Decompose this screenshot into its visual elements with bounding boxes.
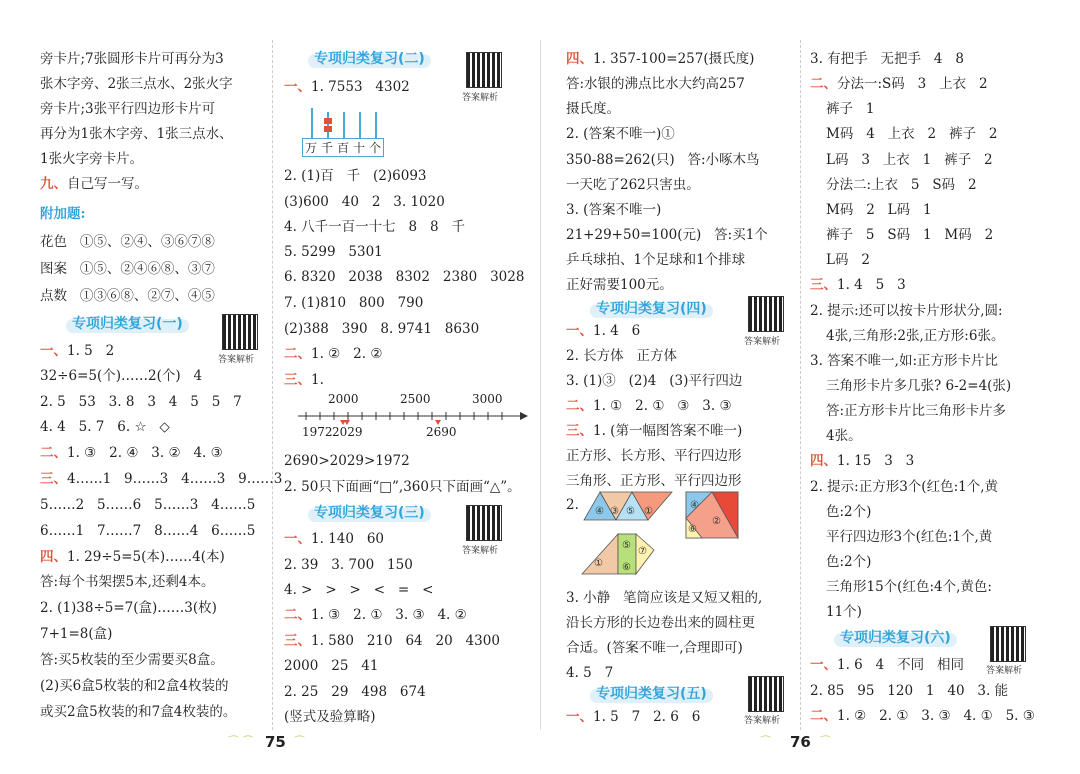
text-line: 4. 4 5. 7 6. ☆ ◇	[40, 419, 170, 435]
text-line: 二、1. ① 2. ① ③ 3. ③	[566, 398, 732, 414]
text-line: 四、1. 29÷5=5(本)……4(本)	[40, 549, 225, 565]
text-line: 3. (1)③ (2)4 (3)平行四边	[566, 373, 743, 389]
qr-code-icon	[748, 676, 784, 712]
text-line: 正好需要100元。	[566, 277, 673, 293]
text-line: 三、1. 580 210 64 20 4300	[284, 633, 500, 649]
place-label: 万	[304, 141, 317, 155]
section-marker: 三、	[284, 633, 311, 649]
column-divider	[272, 40, 273, 730]
text-line: 2. 5 53 3. 8 3 4 5 5 7	[40, 394, 242, 410]
text-line: 1张火字旁卡片。	[40, 151, 144, 167]
section-heading: 专项归类复习(五)	[596, 683, 707, 703]
text-line: 4. 5 7	[566, 665, 614, 681]
section-marker: 三、	[566, 423, 593, 439]
text-line: 一天吃了262只害虫。	[566, 177, 700, 193]
text-line: 三角形15个(红色:4个,黄色:	[826, 579, 992, 595]
text-line: 三、1. (第一幅图答案不唯一)	[566, 423, 743, 439]
text-line: 2.	[566, 497, 579, 513]
section-marker: 四、	[40, 549, 67, 565]
svg-text:⑥: ⑥	[622, 562, 631, 573]
svg-text:②: ②	[712, 516, 721, 527]
text-line: 32÷6=5(个)……2(个) 4	[40, 368, 203, 384]
text-line: 一、1. 5 7 2. 6 6	[566, 709, 701, 725]
text-line: 2690>2029>1972	[284, 453, 410, 469]
section-heading: 专项归类复习(四)	[596, 298, 707, 318]
section-marker: 一、	[284, 531, 311, 547]
text-line: 九、自己写一写。	[40, 176, 148, 192]
svg-text:④: ④	[690, 500, 699, 511]
text-line: 二、1. ③ 2. ① 3. ③ 4. ②	[284, 607, 467, 623]
text-line: 5. 5299 5301	[284, 244, 383, 260]
text-line: 点数 ①③⑥⑧、②⑦、④⑤	[40, 288, 215, 304]
text-line: 答:买5枚装的至少需要买8盒。	[40, 652, 224, 668]
text-line: 2. 39 3. 700 150	[284, 557, 413, 573]
abacus-figure	[302, 108, 390, 156]
text-line: 正方形、长方形、平行四边形	[566, 448, 742, 464]
text-line: 乒乓球拍、1个足球和1个排球	[566, 252, 746, 268]
section-heading: 专项归类复习(二)	[314, 48, 425, 68]
text-line: 5……2 5……6 5……3 4……5	[40, 497, 256, 513]
text-line: 四、1. 357-100=257(摄氏度)	[566, 51, 755, 67]
text-line: 色:2个)	[826, 504, 872, 520]
text-line: 图案 ①⑤、②④⑥⑧、③⑦	[40, 261, 215, 277]
text-line: 2. 提示:正方形3个(红色:1个,黄	[810, 479, 999, 495]
text-line: 旁卡片;3张平行四边形卡片可	[40, 101, 216, 117]
section-marker: 四、	[810, 453, 837, 469]
section-marker: 二、	[40, 445, 67, 461]
text-line: 2. (1)百 千 (2)6093	[284, 168, 427, 184]
text-line: 平行四边形3个(红色:1个,黄	[826, 529, 993, 545]
section-marker: 二、	[284, 607, 311, 623]
number-line-figure	[298, 392, 528, 442]
section-marker: 三、	[284, 372, 311, 388]
text-line: 2. 50只下面画“□”,360只下面画“△”。	[284, 479, 521, 495]
text-line: 沿长方形的长边卷出来的圆柱更	[566, 615, 755, 631]
text-line: (2)388 390 8. 9741 8630	[284, 321, 480, 337]
section-marker: 一、	[284, 79, 311, 95]
qr-label: 答案解析	[744, 716, 781, 726]
place-label: 千	[320, 141, 333, 155]
text-line: (3)600 40 2 3. 1020	[284, 194, 445, 210]
text-line: 6……1 7……7 8……4 6……5	[40, 523, 256, 539]
text-line: 二、1. ② 2. ① 3. ③ 4. ① 5. ③	[810, 708, 1035, 724]
text-line: 4. > > > < = <	[284, 582, 434, 598]
tick-label: 2690	[426, 425, 457, 439]
text-line: (竖式及验算略)	[284, 709, 376, 725]
tangram-figures	[580, 484, 798, 576]
text-line: 答:每个书架摆5本,还剩4本。	[40, 574, 215, 590]
section-marker: 二、	[810, 708, 837, 724]
section-marker: 九、	[40, 176, 67, 192]
page-number-left: 75	[265, 733, 286, 751]
text-line: 350-88=262(只) 答:小啄木鸟	[566, 152, 760, 168]
qr-label: 答案解析	[744, 337, 781, 347]
text-line: 2. 85 95 120 1 40 3. 能	[810, 683, 1009, 699]
qr-code-icon	[990, 626, 1026, 662]
text-line: 合适。(答案不唯一,合理即可)	[566, 640, 743, 656]
text-line: 或买2盒5枚装的和7盒4枚装的。	[40, 704, 237, 720]
text-line: 三、1.	[284, 372, 324, 388]
text-line: 四、1. 15 3 3	[810, 453, 915, 469]
column-divider	[800, 40, 801, 730]
tick-label: 2000	[328, 392, 359, 406]
svg-text:③: ③	[610, 506, 619, 517]
svg-text:⑤: ⑤	[622, 540, 631, 551]
page-number-right: 76	[790, 733, 811, 751]
section-marker: 二、	[284, 346, 311, 362]
text-line: 3. 小静 笔筒应该是又短又粗的,	[566, 590, 763, 606]
section-marker: 一、	[810, 657, 837, 673]
svg-text:⑤: ⑤	[626, 506, 635, 517]
text-line: 3. 答案不唯一,如:正方形卡片比	[810, 353, 999, 369]
text-line: 一、1. 7553 4302	[284, 79, 410, 95]
text-line: 4张。	[826, 428, 862, 444]
text-line: 张木字旁、2张三点水、2张火字	[40, 76, 233, 92]
text-line: 2. (1)38÷5=7(盒)……3(枚)	[40, 600, 217, 616]
text-line: 2. (答案不唯一)①	[566, 126, 675, 142]
text-line: 裤子 1	[826, 101, 875, 117]
text-line: 三、4……1 9……3 4……3 9……3	[40, 471, 283, 487]
text-line: 11个)	[826, 604, 862, 620]
qr-code-icon	[466, 52, 502, 88]
section-marker: 三、	[810, 277, 837, 293]
text-line: L码 3 上衣 1 裤子 2	[826, 152, 993, 168]
section-heading: 专项归类复习(一)	[72, 313, 183, 333]
leaf-ornament-icon: ⌒	[294, 735, 305, 748]
svg-text:①: ①	[644, 506, 653, 517]
text-line: 3. (答案不唯一)	[566, 202, 662, 218]
section-marker: 一、	[566, 709, 593, 725]
leaf-ornament-icon: ⌒	[760, 735, 771, 748]
extra-question-label: 附加题:	[40, 206, 86, 222]
tick-label: 2029	[332, 425, 363, 439]
tick-label: 2500	[400, 392, 431, 406]
section-heading: 专项归类复习(六)	[840, 627, 951, 647]
text-line: 旁卡片;7张圆形卡片可再分为3	[40, 51, 224, 67]
qr-label: 答案解析	[462, 546, 499, 556]
section-marker: 三、	[40, 471, 67, 487]
tick-label: 3000	[472, 392, 503, 406]
qr-label: 答案解析	[462, 93, 499, 103]
text-line: (2)买6盒5枚装的和2盒4枚装的	[40, 678, 229, 694]
text-line: 三角形、正方形、平行四边形	[566, 473, 742, 489]
text-line: 4. 八千一百一十七 8 8 千	[284, 219, 465, 235]
qr-label: 答案解析	[986, 666, 1023, 676]
qr-label: 答案解析	[218, 355, 255, 365]
section-heading: 专项归类复习(三)	[314, 502, 425, 522]
place-label: 个	[368, 141, 381, 155]
text-line: 一、1. 140 60	[284, 531, 384, 547]
qr-code-icon	[466, 505, 502, 541]
text-line: 2. 提示:还可以按卡片形状分,圆:	[810, 303, 1003, 319]
text-line: 再分为1张木字旁、1张三点水、	[40, 126, 233, 142]
text-line: 6. 8320 2038 8302 2380 3028	[284, 269, 525, 285]
text-line: 2. 长方体 正方体	[566, 348, 678, 364]
text-line: 三、1. 4 5 3	[810, 277, 906, 293]
text-line: 色:2个)	[826, 554, 872, 570]
text-line: M码 4 上衣 2 裤子 2	[826, 126, 998, 142]
svg-text:⑥: ⑥	[688, 524, 697, 535]
text-line: 二、1. ② 2. ②	[284, 346, 383, 362]
text-line: 答:水银的沸点比水大约高257	[566, 76, 745, 92]
leaf-ornament-icon: ⌒	[820, 735, 831, 748]
text-line: 摄氏度。	[566, 101, 620, 117]
text-line: 三角形卡片多几张? 6-2=4(张)	[826, 378, 1012, 394]
text-line: 2000 25 41	[284, 658, 379, 674]
text-line: 答:正方形卡片比三角形卡片多	[826, 403, 1007, 419]
qr-code-icon	[222, 314, 258, 350]
text-line: 7+1=8(盒)	[40, 626, 113, 642]
place-label: 十	[352, 141, 365, 155]
text-line: 3. 有把手 无把手 4 8	[810, 51, 964, 67]
text-line: 21+29+50=100(元) 答:买1个	[566, 227, 768, 243]
section-marker: 一、	[566, 323, 593, 339]
section-marker: 四、	[566, 51, 593, 67]
svg-text:④: ④	[595, 506, 604, 517]
text-line: 2. 25 29 498 674	[284, 684, 426, 700]
section-marker: 二、	[566, 398, 593, 414]
text-line: 裤子 5 S码 1 M码 2	[826, 227, 994, 243]
text-line: 一、1. 5 2	[40, 343, 115, 359]
text-line: M码 2 L码 1	[826, 202, 932, 218]
svg-text:①: ①	[594, 558, 603, 569]
text-line: 7. (1)810 800 790	[284, 295, 424, 311]
text-line: 二、1. ③ 2. ④ 3. ② 4. ③	[40, 445, 223, 461]
qr-code-icon	[748, 296, 784, 332]
text-line: 分法二:上衣 5 S码 2	[826, 177, 977, 193]
section-marker: 二、	[810, 76, 837, 92]
text-line: 一、1. 4 6	[566, 323, 641, 339]
page-gutter	[540, 40, 541, 730]
place-label: 百	[336, 141, 349, 155]
tick-label: 1972	[302, 425, 333, 439]
text-line: L码 2	[826, 252, 870, 268]
section-marker: 一、	[40, 343, 67, 359]
text-line: 二、分法一:S码 3 上衣 2	[810, 76, 988, 92]
leaf-ornament-icon: ⌒ ⌒	[228, 735, 254, 748]
text-line: 一、1. 6 4 不同 相同	[810, 657, 964, 673]
svg-text:⑦: ⑦	[638, 546, 647, 557]
text-line: 花色 ①⑤、②④、③⑥⑦⑧	[40, 234, 215, 250]
text-line: 4张,三角形:2张,正方形:6张。	[826, 328, 1005, 344]
